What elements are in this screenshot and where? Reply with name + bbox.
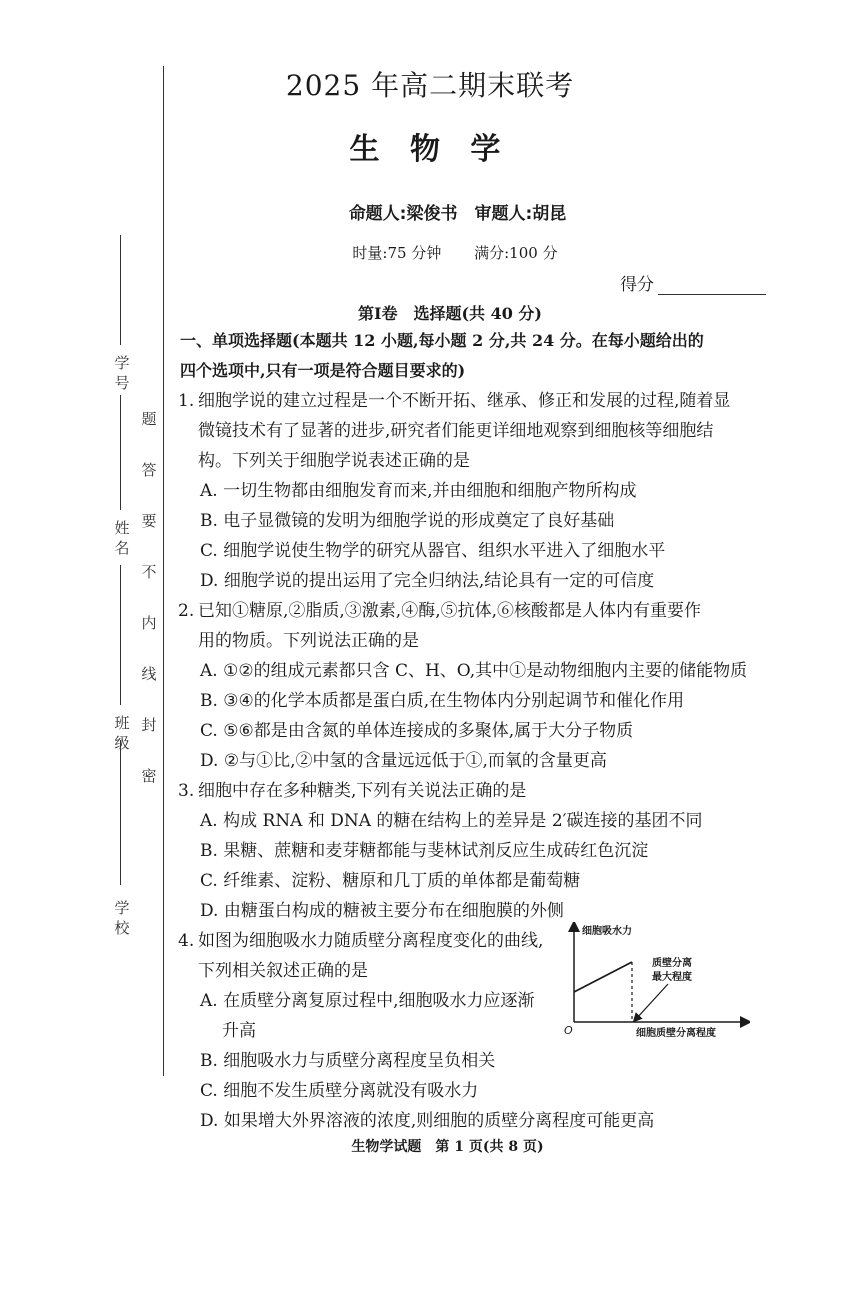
- origin-label: O: [564, 1024, 573, 1037]
- annotation-line-1: 质壁分离: [652, 958, 692, 969]
- full-score: 满分:100 分: [474, 244, 558, 262]
- score-blank[interactable]: [658, 276, 766, 295]
- name-label: 姓 名: [112, 520, 131, 555]
- question-text-line: 下列相关叙述正确的是: [198, 961, 368, 981]
- question-text-line: 构。下列关于细胞学说表述正确的是: [198, 451, 470, 471]
- option-1a: A. 一切生物都由细胞发育而来,并由细胞和细胞产物所构成: [200, 481, 637, 501]
- exam-title: 2025 年高二期末联考: [285, 69, 575, 102]
- seal-warning: 题 答 要 不 内 线 封 密: [141, 410, 157, 785]
- option-3a: A. 构成 RNA 和 DNA 的糖在结构上的差异是 2′碳连接的基团不同: [200, 811, 703, 831]
- option-3c: C. 纤维素、淀粉、糖原和几丁质的单体都是葡萄糖: [200, 871, 581, 891]
- question-2: [178, 596, 743, 656]
- page-footer: 生物学试题 第 1 页(共 8 页): [351, 1139, 544, 1155]
- option-4c: C. 细胞不发生质壁分离就没有吸水力: [200, 1081, 479, 1101]
- y-axis-label: 细胞吸水力: [582, 926, 632, 937]
- score-field: [620, 270, 766, 295]
- subject-title: 生 物 学: [349, 132, 511, 167]
- option-2c: C. ⑤⑥都是由含氮的单体连接成的多聚体,属于大分子物质: [200, 721, 634, 741]
- option-4b: B. 细胞吸水力与质壁分离程度呈负相关: [200, 1051, 496, 1071]
- question-text-line: 微镜技术有了显著的进步,研究者们能更详细地观察到细胞核等细胞结: [198, 421, 714, 441]
- option-4a: A. 在质壁分离复原过程中,细胞吸水力应逐渐: [200, 991, 535, 1011]
- question-number: 2.: [178, 601, 195, 621]
- option-4d: D. 如果增大外界溶液的浓度,则细胞的质壁分离程度可能更高: [200, 1111, 655, 1131]
- option-3d: D. 由糖蛋白构成的糖被主要分布在细胞膜的外侧: [200, 901, 564, 921]
- question-text-line: 细胞学说的建立过程是一个不断开拓、继承、修正和发展的过程,随着显: [198, 391, 731, 411]
- option-1b: B. 电子显微镜的发明为细胞学说的形成奠定了良好基础: [200, 511, 615, 531]
- section-instruction-2: 四个选项中,只有一项是符合题目要求的): [180, 361, 466, 380]
- option-2d: D. ②与①比,②中氢的含量远远低于①,而氧的含量更高: [200, 751, 607, 771]
- question-number: 4.: [178, 931, 195, 951]
- school-label: 学 校: [112, 900, 131, 935]
- school-blank: [120, 740, 121, 885]
- option-1d: D. 细胞学说的提出运用了完全归纳法,结论具有一定的可信度: [200, 571, 655, 591]
- option-4a-cont: 升高: [222, 1021, 256, 1041]
- question-text-line: 已知①糖原,②脂质,③激素,④酶,⑤抗体,⑥核酸都是人体内有重要作: [198, 601, 702, 621]
- option-2a: A. ①②的组成元素都只含 C、H、O,其中①是动物细胞内主要的储能物质: [200, 661, 748, 681]
- question-number: 3.: [178, 781, 195, 801]
- exam-meta: [0, 242, 860, 263]
- curve: [574, 962, 632, 992]
- annotation-line-2: 最大程度: [652, 972, 692, 983]
- question-text-line: 用的物质。下列说法正确的是: [198, 631, 419, 651]
- section-title: 第Ⅰ卷 选择题(共 40 分): [357, 304, 543, 323]
- authors: 命题人:梁俊书 审题人:胡昆: [348, 204, 567, 224]
- question-1: [178, 386, 743, 476]
- x-axis-label: 细胞质壁分离程度: [636, 1028, 716, 1039]
- question-text-line: 细胞中存在多种糖类,下列有关说法正确的是: [198, 781, 527, 801]
- option-1c: C. 细胞学说使生物学的研究从器官、组织水平进入了细胞水平: [200, 541, 666, 561]
- question-3: [178, 776, 743, 806]
- time-limit: 时量:75 分钟: [352, 244, 442, 262]
- option-2b: B. ③④的化学本质都是蛋白质,在生物体内分别起调节和催化作用: [200, 691, 685, 711]
- score-label: 得分: [620, 275, 654, 295]
- question-4: [178, 926, 558, 986]
- annotation-arrow: [636, 984, 668, 1019]
- student-id-label: 学 号: [112, 355, 131, 390]
- name-blank: [120, 395, 121, 510]
- question-text-line: 如图为细胞吸水力随质壁分离程度变化的曲线,: [198, 931, 544, 951]
- class-label: 班 级: [112, 715, 131, 750]
- question-number: 1.: [178, 391, 195, 411]
- class-blank: [120, 565, 121, 705]
- section-instruction-1: 一、单项选择题(本题共 12 小题,每小题 2 分,共 24 分。在每小题给出的: [180, 331, 704, 350]
- absorption-chart: [560, 922, 750, 1042]
- option-3b: B. 果糖、蔗糖和麦芽糖都能与斐林试剂反应生成砖红色沉淀: [200, 841, 649, 861]
